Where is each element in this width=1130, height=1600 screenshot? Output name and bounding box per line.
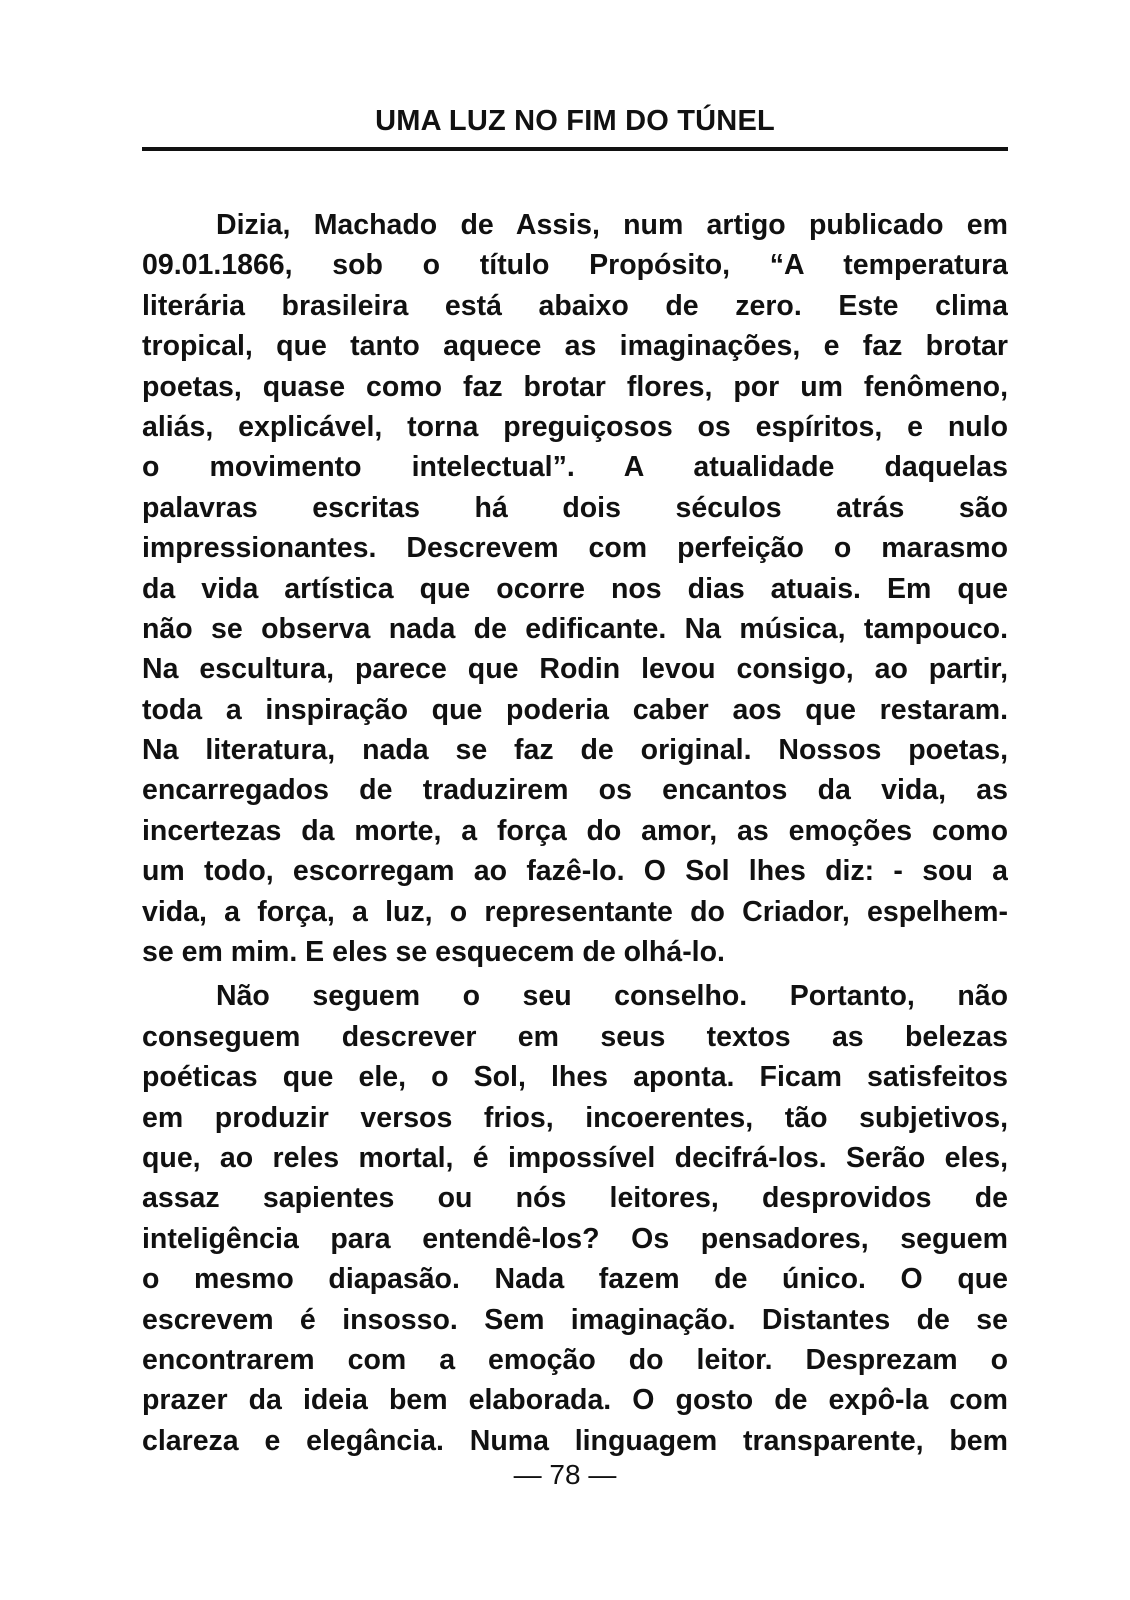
text-line: em produzir versos frios, incoerentes, tão subjetivos, <box>142 1101 1008 1134</box>
header-rule <box>142 147 1008 151</box>
text-line: vida, a força, a luz, o representante do Criador, espelhem- <box>142 895 1008 928</box>
text-line: poetas, quase como faz brotar flores, por um fenômeno, <box>142 370 1008 403</box>
text-line: escrevem é insosso. Sem imaginação. Distantes de se <box>142 1303 1008 1336</box>
text-line: o mesmo diapasão. Nada fazem de único. O que <box>142 1263 1008 1296</box>
body-text <box>142 205 1008 1465</box>
paragraph-2 <box>142 976 1008 1461</box>
text-line: literária brasileira está abaixo de zero. Este clima <box>142 289 1008 322</box>
text-line: incertezas da morte, a força do amor, as emoções como <box>142 814 1008 847</box>
text-line: assaz sapientes ou nós leitores, desprovidos de <box>142 1182 1008 1215</box>
text-line: não se observa nada de edificante. Na música, tampouco. <box>142 612 1008 645</box>
text-line: impressionantes. Descrevem com perfeição o marasmo <box>142 532 1008 565</box>
text-line: aliás, explicável, torna preguiçosos os espíritos, e nulo <box>142 410 1008 443</box>
text-line: encontrarem com a emoção do leitor. Desprezam o <box>142 1343 1008 1376</box>
text-line: poéticas que ele, o Sol, lhes aponta. Ficam satisfeitos <box>142 1061 1008 1094</box>
text-line: Não seguem o seu conselho. Portanto, não <box>216 980 1008 1013</box>
text-line: prazer da ideia bem elaborada. O gosto de expô-la com <box>142 1384 1008 1417</box>
text-line: Na escultura, parece que Rodin levou consigo, ao partir, <box>142 653 1008 686</box>
text-line: que, ao reles mortal, é impossível decifrá-los. Serão eles, <box>142 1141 1008 1174</box>
text-line: o movimento intelectual”. A atualidade daquelas <box>142 451 1008 484</box>
text-line: Na literatura, nada se faz de original. Nossos poetas, <box>142 734 1008 767</box>
text-line: um todo, escorregam ao fazê-lo. O Sol lhes diz: - sou a <box>142 855 1008 888</box>
text-line: conseguem descrever em seus textos as belezas <box>142 1020 1008 1053</box>
text-line: Dizia, Machado de Assis, num artigo publicado em <box>216 209 1008 241</box>
running-head-title: UMA LUZ NO FIM DO TÚNEL <box>375 105 775 137</box>
text-line: clareza e elegância. Numa linguagem transparente, bem <box>142 1424 1008 1457</box>
page-number: — 78 — <box>513 1459 617 1490</box>
text-line: palavras escritas há dois séculos atrás são <box>142 491 1008 524</box>
text-line: toda a inspiração que poderia caber aos que restaram. <box>142 693 1008 726</box>
text-line: inteligência para entendê-los? Os pensadores, seguem <box>142 1222 1008 1255</box>
text-line: tropical, que tanto aquece as imaginações, e faz brotar <box>142 330 1008 363</box>
text-line: 09.01.1866, sob o título Propósito, “A temperatura <box>142 249 1008 282</box>
paragraph-1 <box>142 205 1008 972</box>
text-line: se em mim. E eles se esquecem de olhá-lo. <box>142 936 725 969</box>
text-line: da vida artística que ocorre nos dias atuais. Em que <box>142 572 1008 605</box>
text-line: encarregados de traduzirem os encantos da vida, as <box>142 774 1008 807</box>
